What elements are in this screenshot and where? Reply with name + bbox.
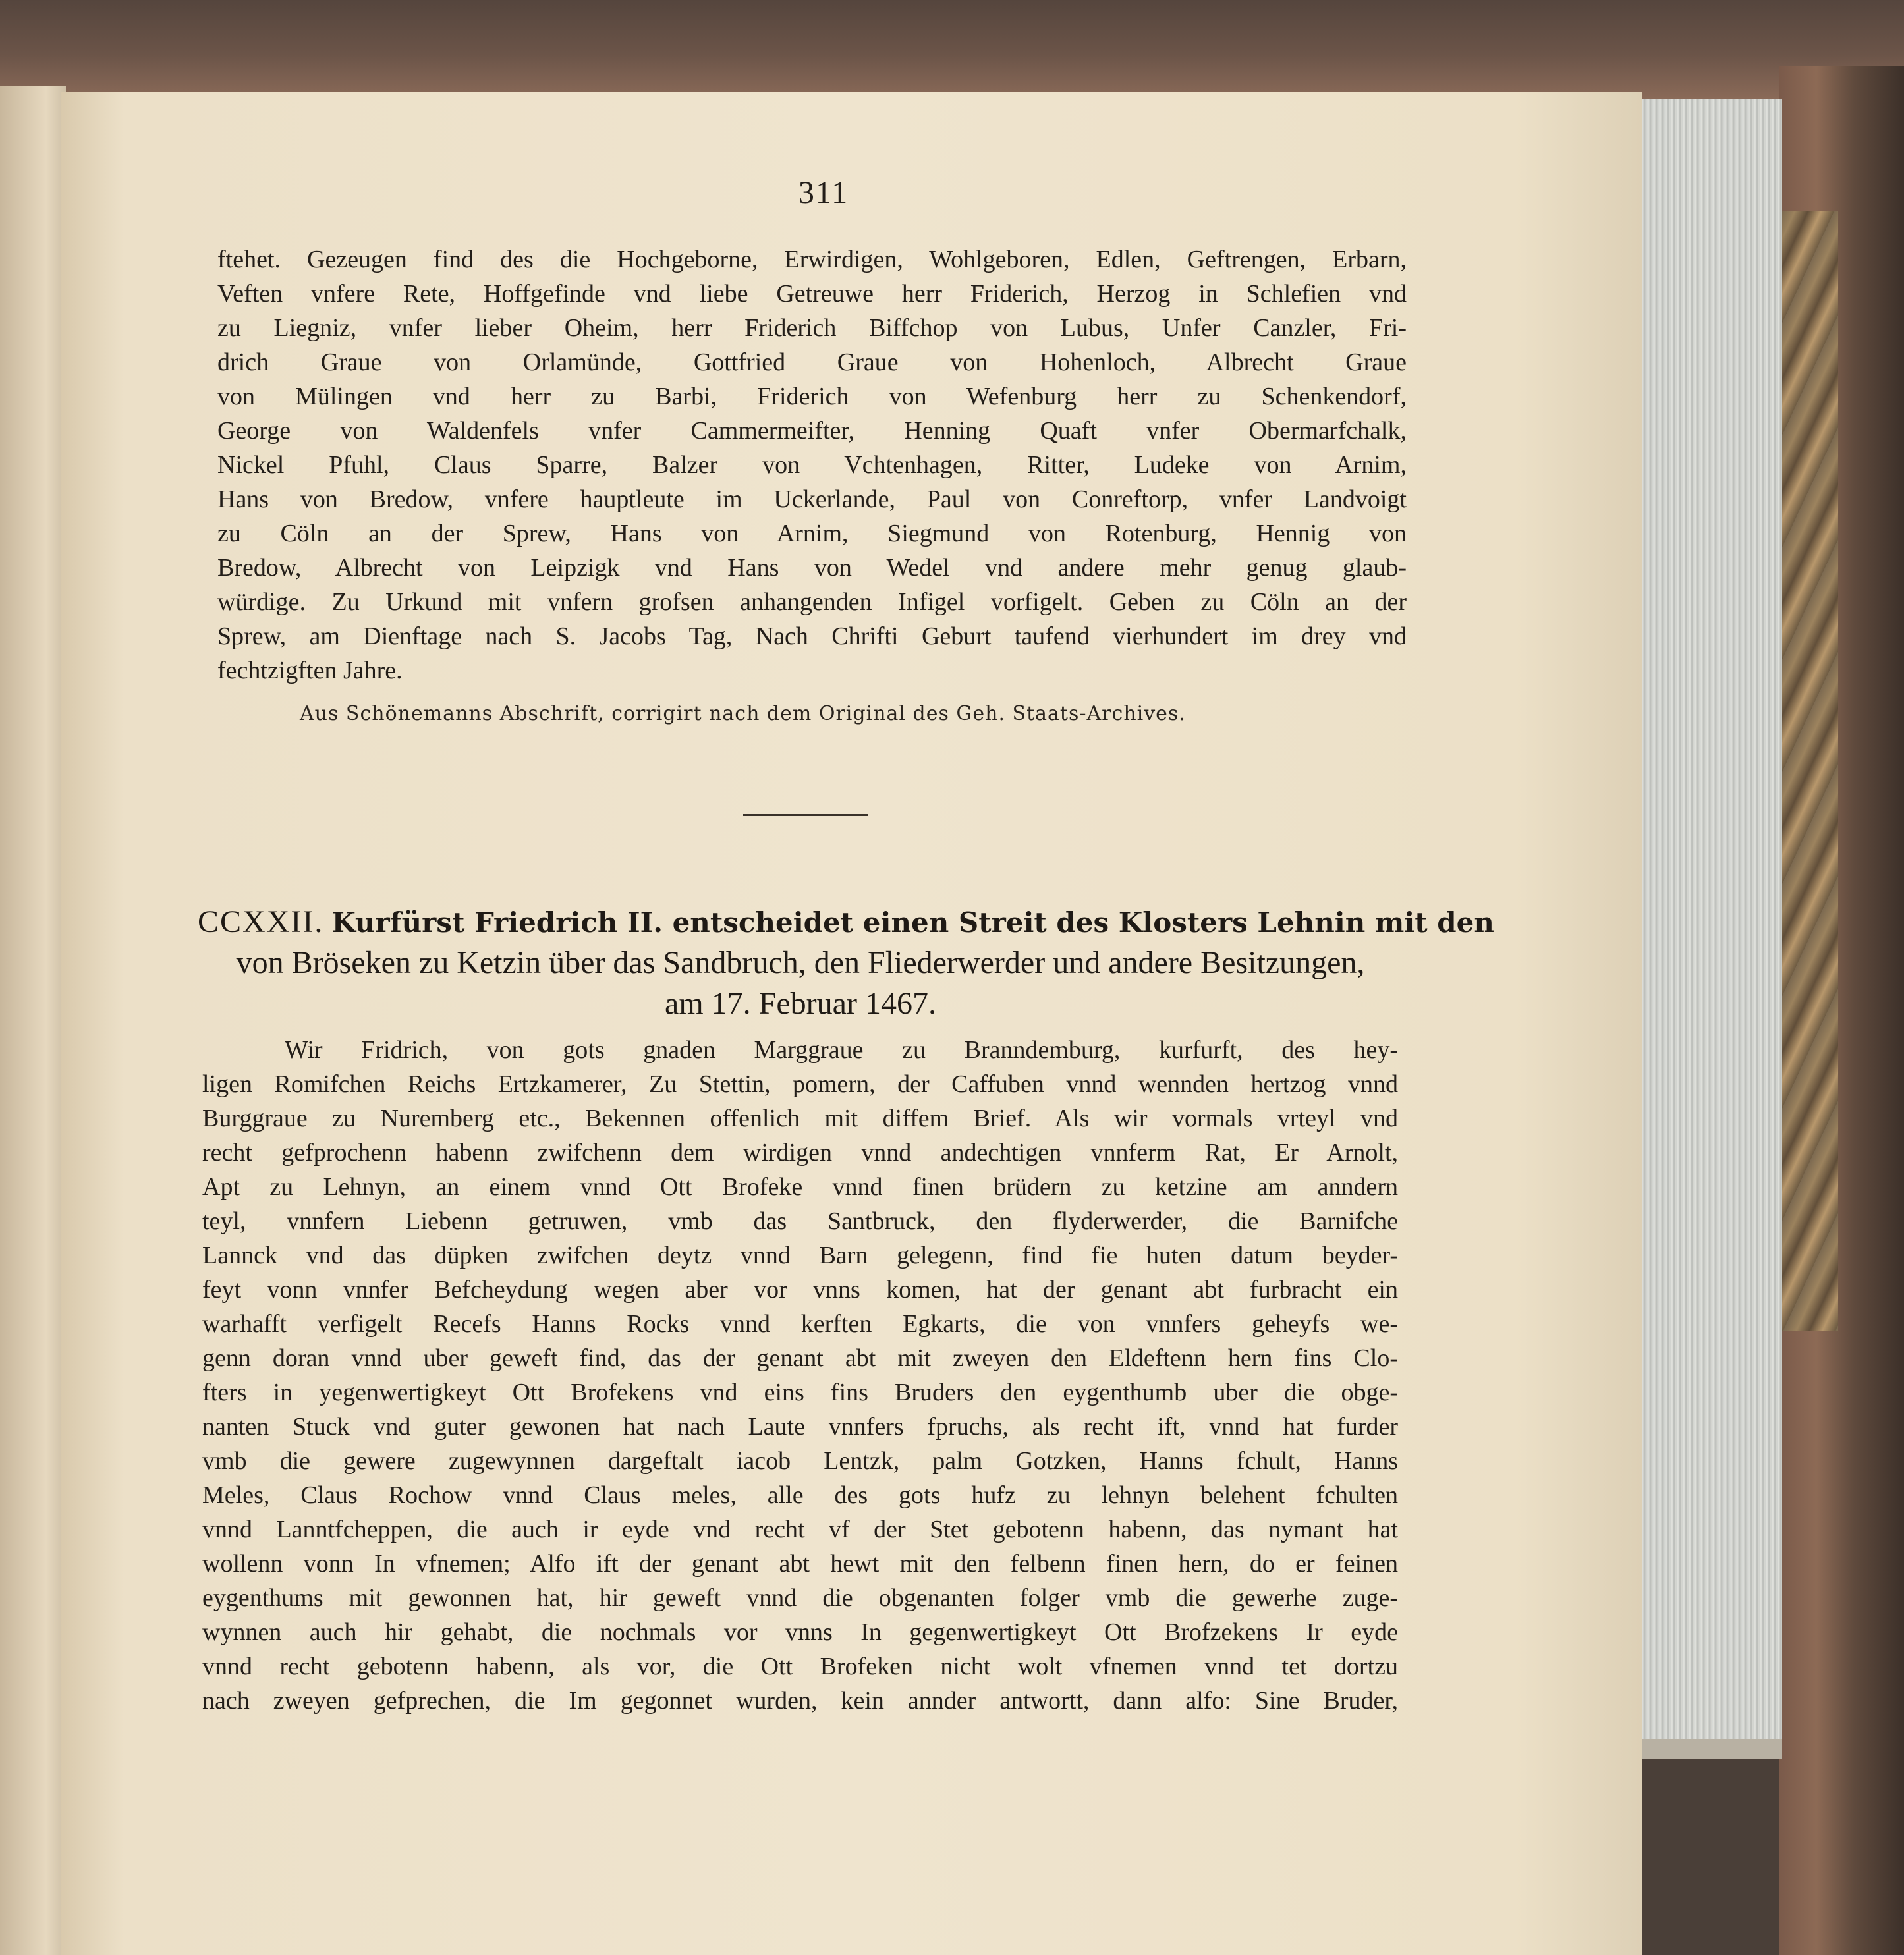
- marbled-endpaper: [1782, 211, 1838, 1331]
- text-line: Meles, Claus Rochow vnnd Claus meles, alle des gots hufz zu lehnyn belehent fchulten: [202, 1481, 1398, 1509]
- text-line: wynnen auch hir gehabt, die nochmals vor vnns In gegenwertigkeyt Ott Brofzekens Ir eyde: [202, 1618, 1398, 1646]
- text-line: Apt zu Lehnyn, an einem vnnd Ott Brofeke vnnd finen brüdern zu ketzine am anndern: [202, 1173, 1398, 1201]
- book-cover-top: [0, 0, 1904, 99]
- text-line: zu Liegniz, vnfer lieber Oheim, herr Friderich Biffchop von Lubus, Unfer Canzler, Fri-: [217, 314, 1407, 342]
- text-line: vmb die gewere zugewynnen dargeftalt iacob Lentzk, palm Gotzken, Hanns fchult, Hanns: [202, 1447, 1398, 1475]
- text-line: vnnd recht gebotenn habenn, als vor, die Ott Brofeken nicht wolt vfnemen vnnd tet dortzu: [202, 1653, 1398, 1680]
- text-line: teyl, vnnfern Liebenn getruwen, vmb das Santbruck, den flyderwerder, die Barnifche: [202, 1207, 1398, 1235]
- text-line: ftehet. Gezeugen find des die Hochgeborne, Erwirdigen, Wohlgeboren, Edlen, Geftrengen, Erbarn,: [217, 246, 1407, 273]
- text-line: nanten Stuck vnd guter gewonen hat nach Laute vnnfers fpruchs, als recht ift, vnnd hat furder: [202, 1413, 1398, 1441]
- text-line: vnnd Lanntfcheppen, die auch ir eyde vnd recht vf der Stet gebotenn habenn, das nymant hat: [202, 1516, 1398, 1543]
- text-line: fters in yegenwertigkeyt Ott Brofekens vnd eins fins Bruders den eygenthumb uber die obge-: [202, 1379, 1398, 1406]
- text-line: eygenthums mit gewonnen hat, hir geweft vnnd die obgenanten folger vmb die gewerhe zuge-: [202, 1584, 1398, 1612]
- text-line: Bredow, Albrecht von Leipzigk vnd Hans von Wedel vnd andere mehr genug glaub-: [217, 554, 1407, 582]
- text-line: Burggraue zu Nuremberg etc., Bekennen offenlich mit diffem Brief. Als wir vormals vrteyl vnd: [202, 1105, 1398, 1132]
- text-line: George von Waldenfels vnfer Cammermeifter, Henning Quaft vnfer Obermarfchalk,: [217, 417, 1407, 445]
- left-page-edge: [0, 86, 66, 1955]
- text-line: von Mülingen vnd herr zu Barbi, Friderich von Wefenburg herr zu Schenkendorf,: [217, 383, 1407, 410]
- text-line: feyt vonn vnnfer Befcheydung wegen aber vor vnns komen, hat der genant abt furbracht ein: [202, 1276, 1398, 1304]
- text-line: recht gefprochenn habenn zwifchenn dem wirdigen vnnd andechtigen vnnferm Rat, Er Arnolt,: [202, 1139, 1398, 1167]
- text-line: Lannck vnd das düpken zwifchen deytz vnnd Barn gelegenn, find fie huten datum beyder-: [202, 1242, 1398, 1269]
- text-line: Sprew, am Dienftage nach S. Jacobs Tag, Nach Chrifti Geburt taufend vierhundert im drey vnd: [217, 622, 1407, 650]
- text-line: Nickel Pfuhl, Claus Sparre, Balzer von Vchtenhagen, Ritter, Ludeke von Arnim,: [217, 451, 1407, 479]
- document-date: am 17. Februar 1467.: [665, 986, 936, 1021]
- page-block-edge: [1640, 99, 1782, 1746]
- text-line: fechtzigften Jahre.: [217, 657, 403, 684]
- text-line: zu Cöln an der Sprew, Hans von Arnim, Siegmund von Rotenburg, Hennig von: [217, 520, 1407, 547]
- text-line: warhafft verfigelt Recefs Hanns Rocks vnnd kerften Egkarts, die von vnnfers geheyfs we-: [202, 1310, 1398, 1338]
- document-title-2: von Bröseken zu Ketzin über das Sandbruch, den Fliederwerder und andere Besitzungen,: [236, 945, 1365, 980]
- text-line: drich Graue von Orlamünde, Gottfried Graue von Hohenloch, Albrecht Graue: [217, 348, 1407, 376]
- text-line: würdige. Zu Urkund mit vnfern grofsen anhangenden Infigel vorfigelt. Geben zu Cöln an der: [217, 588, 1407, 616]
- source-note: Aus Schönemanns Abschrift, corrigirt nach dem Original des Geh. Staats-Archives.: [300, 702, 1186, 725]
- text-line: ligen Romifchen Reichs Ertzkamerer, Zu Stettin, pomern, der Caffuben vnnd wennden hertzog vnnd: [202, 1070, 1398, 1098]
- text-line: genn doran vnnd uber geweft find, das der genant abt mit zweyen den Eldeftenn hern fins Clo-: [202, 1344, 1398, 1372]
- document-number: CCXXII.: [198, 904, 324, 939]
- document-heading-line-1: [198, 902, 1494, 943]
- text-line: Hans von Bredow, vnfere hauptleute im Uckerlande, Paul von Conreftorp, vnfer Landvoigt: [217, 485, 1407, 513]
- text-line: Wir Fridrich, von gots gnaden Marggraue zu Branndemburg, kurfurft, des hey-: [285, 1036, 1398, 1064]
- document-title-1: Kurfürst Friedrich II. entscheidet einen Streit des Klosters Lehnin mit den: [331, 906, 1494, 939]
- text-line: wollenn vonn In vfnemen; Alfo ift der genant abt hewt mit den felbenn finen hern, do er feinen: [202, 1550, 1398, 1578]
- text-line: Veften vnfere Rete, Hoffgefinde vnd liebe Getreuwe herr Friderich, Herzog in Schlefien vnd: [217, 280, 1407, 308]
- text-line: nach zweyen gefprechen, die Im gegonnet wurden, kein annder antwortt, dann alfo: Sine Bruder,: [202, 1687, 1398, 1715]
- page-block-bottom: [1640, 1739, 1782, 1759]
- page-number: 311: [798, 175, 849, 210]
- section-divider: [743, 814, 868, 816]
